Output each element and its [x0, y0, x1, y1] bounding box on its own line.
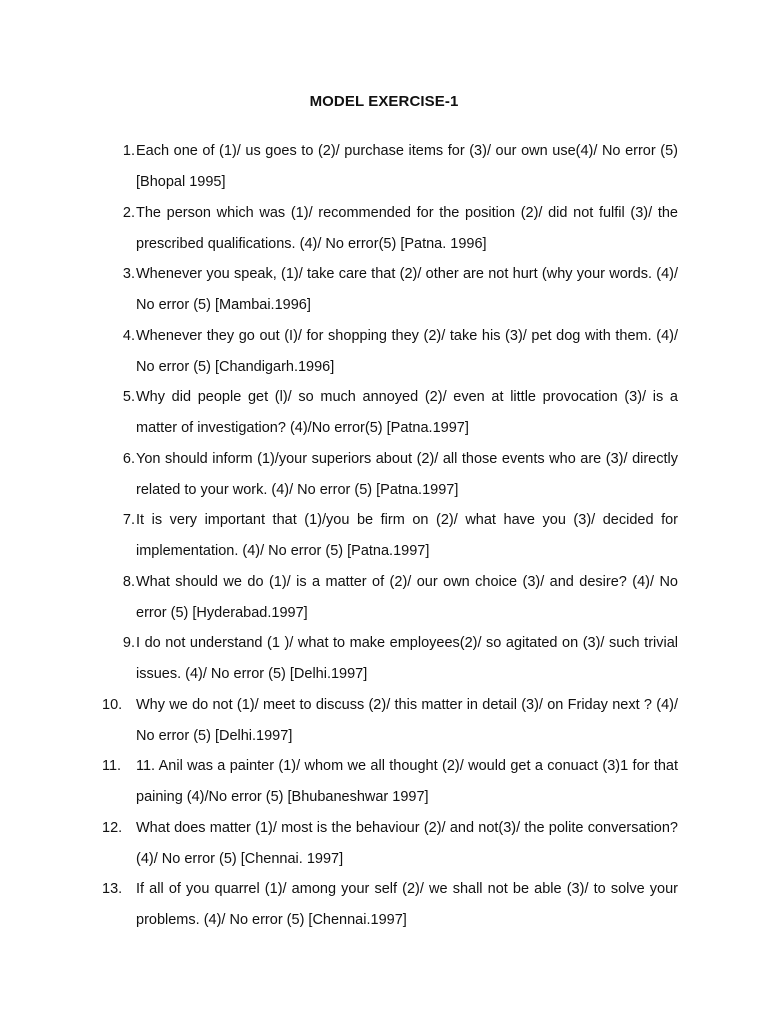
list-item [0, 321, 768, 383]
item-number: 7. [122, 512, 135, 528]
item-number: 11. [102, 758, 122, 774]
item-text: What does matter (1)/ most is the behaviour (2)/ and not(3)/ the polite conversation? (4)/ No error (5) [Chennai. 1997] [136, 819, 678, 867]
item-number: 2. [122, 204, 135, 221]
item-text: 11. Anil was a painter (1)/ whom we all thought (2)/ would get a conuact (3)1 for that paining (4)/No error (5) [Bhubaneshwar 1997] [136, 758, 678, 805]
item-text: It is very important that (1)/you be firm on (2)/ what have you (3)/ decided for implementation. (4)/ No error (5) [Patna.1997] [136, 512, 678, 559]
item-text: Why we do not (1)/ meet to discuss (2)/ this matter in detail (3)/ on Friday next ? (4)/ No error (5) [Delhi.1997] [136, 696, 678, 744]
item-number: 4. [122, 327, 135, 344]
list-item [0, 628, 768, 690]
list-item [0, 198, 768, 260]
item-text: Whenever they go out (I)/ for shopping they (2)/ take his (3)/ pet dog with them. (4)/ No error (5) [Chandigarh.1996] [136, 327, 678, 375]
item-text: I do not understand (1 )/ what to make employees(2)/ so agitated on (3)/ such trivial issues. (4)/ No error (5) [Delhi.1997] [136, 635, 678, 682]
item-number: 1. [122, 143, 135, 159]
item-text: The person which was (1)/ recommended for the position (2)/ did not fulfil (3)/ the prescribed qualifications. (4)/ No error(5) [Patna. 1996] [136, 204, 678, 252]
list-item [0, 874, 768, 936]
item-text: Why did people get (l)/ so much annoyed (2)/ even at little provocation (3)/ is a matter of investigation? (4)/No error(5) [Patna.1997] [136, 389, 678, 436]
item-text: Whenever you speak, (1)/ take care that (2)/ other are not hurt (why your words. (4)/ No error (5) [Mambai.1996] [136, 266, 678, 313]
item-number: 8. [122, 573, 135, 590]
list-item [0, 505, 768, 567]
item-text: If all of you quarrel (1)/ among your self (2)/ we shall not be able (3)/ to solve your problems. (4)/ No error (5) [Chennai.1997] [136, 881, 678, 928]
page-title: MODEL EXERCISE-1 [309, 93, 459, 110]
item-number: 5. [122, 389, 135, 405]
list-item [0, 259, 768, 321]
item-number: 3. [122, 266, 135, 282]
list-item [0, 136, 768, 198]
list-item [0, 444, 768, 506]
item-number: 13. [102, 881, 123, 897]
list-item [0, 690, 768, 752]
list-item [0, 567, 768, 629]
exercise-list [0, 136, 768, 936]
list-item [0, 382, 768, 444]
item-number: 12. [102, 819, 123, 836]
list-item [0, 813, 768, 875]
item-text: Each one of (1)/ us goes to (2)/ purchase items for (3)/ our own use(4)/ No error (5) [Bhopal 1995] [136, 143, 678, 190]
list-item [0, 751, 768, 813]
item-number: 6. [122, 450, 135, 467]
item-text: What should we do (1)/ is a matter of (2)/ our own choice (3)/ and desire? (4)/ No error (5) [Hyderabad.1997] [136, 573, 678, 621]
item-number: 9. [122, 635, 135, 651]
item-text: Yon should inform (1)/your superiors about (2)/ all those events who are (3)/ directly related to your work. (4)/ No error (5) [Patna.1997] [136, 450, 678, 498]
item-number: 10. [102, 696, 123, 713]
